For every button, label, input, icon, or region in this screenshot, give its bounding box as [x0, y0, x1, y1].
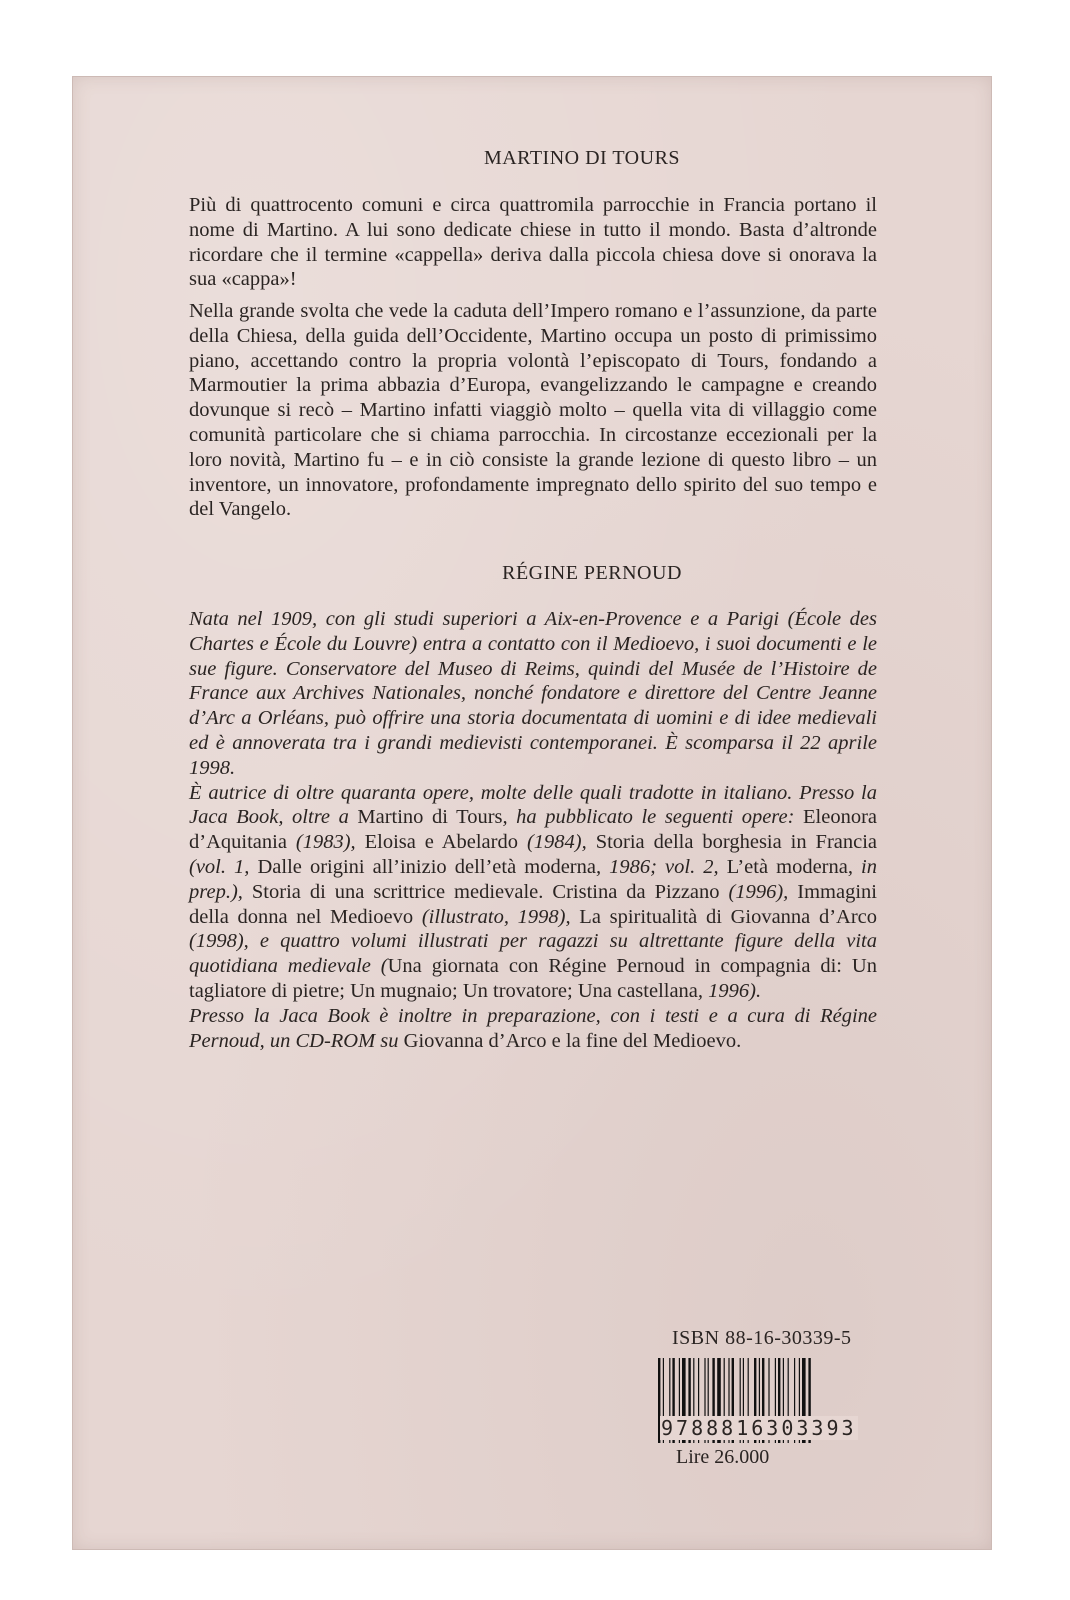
bio-paragraph-3	[189, 1004, 877, 1054]
bio-text-run: Giovanna d’Arco e la fine del Medioevo.	[403, 1029, 742, 1052]
bio-text-run: Storia di una scrittrice medievale. Cristina da Pizzano	[251, 880, 720, 903]
book-title: MARTINO DI TOURS	[483, 147, 681, 169]
book-back-cover	[72, 76, 992, 1550]
bio-text-run: Dalle origini all’inizio dell’età moderna	[257, 855, 596, 878]
bio-text-run: , ha pubblicato le seguenti opere:	[502, 806, 803, 829]
bio-text-run: (illustrato, 1998),	[413, 905, 580, 928]
bio-text-run: (1996),	[719, 880, 798, 903]
isbn-label: ISBN 88-16-30339-5	[672, 1327, 852, 1349]
description-paragraph-1: Più di quattrocento comuni e circa quattromila parrocchie in Francia portano il nome di Martino. A lui sono dedicate chiese in tutto il mondo. Basta d’altronde ricordare che il termine «cappella» deriva dalla piccola chiesa dove si onorava la sua «cappa»!	[189, 194, 877, 291]
bio-text-run: (vol. 1,	[189, 855, 258, 878]
bio-text-run: (1984),	[518, 831, 596, 854]
author-biography	[189, 607, 877, 1053]
bio-paragraph-2	[189, 781, 877, 1004]
price-label: Lire 26.000	[676, 1446, 770, 1468]
bio-text-run: Storia della borghesia in Francia	[595, 831, 878, 854]
bio-text-run: Eleonora d’Aquitania	[189, 806, 877, 854]
bio-text-run: , in prep.),	[189, 855, 877, 903]
bio-text-run: Immagini della donna nel Medioevo	[189, 880, 877, 928]
bio-text-run: La spiritualità di Giovanna d’Arco	[579, 905, 878, 928]
bio-text-run: È autrice di oltre quaranta opere, molte delle quali tradotte in italiano. Presso la Jaca Book, oltre a	[189, 781, 877, 829]
bio-text-run: (1998), e quattro volumi illustrati per ragazzi su altrettante figure della vita quotidiana medievale (	[189, 930, 877, 978]
bio-text-run: Presso la Jaca Book è inoltre in preparazione, con i testi e a cura di Régine Pernoud, un CD-ROM su	[189, 1004, 877, 1052]
barcode-number: 9788816303393	[661, 1416, 857, 1440]
bio-text-run: , 1986; vol. 2,	[595, 855, 727, 878]
bio-text-run: (1983),	[286, 831, 365, 854]
bio-text-run: Eloisa e Abelardo	[364, 831, 518, 854]
bio-text-run: L’età moderna	[726, 855, 848, 878]
bio-text-run: Martino di Tours	[357, 806, 503, 829]
description-paragraph-2: Nella grande svolta che vede la caduta dell’Impero romano e l’assunzione, da parte della Chiesa, della guida dell’Occidente, Martino occupa un posto di primissimo piano, accettando contro la propria volontà l’episcopato di Tours, fondando a Marmoutier la prima abbazia d’Europa, evangelizzando le campagne e creando dovunque si recò – Martino infatti viaggiò molto – quella vita di villaggio come comunità particolare che si chiama parrocchia. In circostanze eccezionali per la loro novità, Martino fu – e in ciò consiste la grande lezione di questo libro – un inventore, un innovatore, profondamente impregnato dello spirito del suo tempo e del Vangelo.	[189, 300, 877, 521]
bio-text-run: , 1996).	[697, 979, 762, 1002]
bio-text-run: Una giornata con Régine Pernoud in compagnia di: Un tagliatore di pietre; Un mugnaio; Un trovatore; Una castellana	[189, 955, 877, 1002]
bio-paragraph-1: Nata nel 1909, con gli studi superiori a Aix-en-Provence e a Parigi (École des Chartes e École du Louvre) entra a contatto con il Medioevo, i suoi documenti e le sue figure. Conservatore del Museo di Reims, quindi del Musée de l’Histoire de France aux Archives Nationales, nonché fondatore e direttore del Centre Jeanne d’Arc a Orléans, può offrire una storia documentata di uomini e di idee medievali ed è annoverata tra i grandi medievisti contemporanei. È scomparsa il 22 aprile 1998.	[189, 608, 877, 779]
author-heading: RÉGINE PERNOUD	[502, 562, 682, 584]
